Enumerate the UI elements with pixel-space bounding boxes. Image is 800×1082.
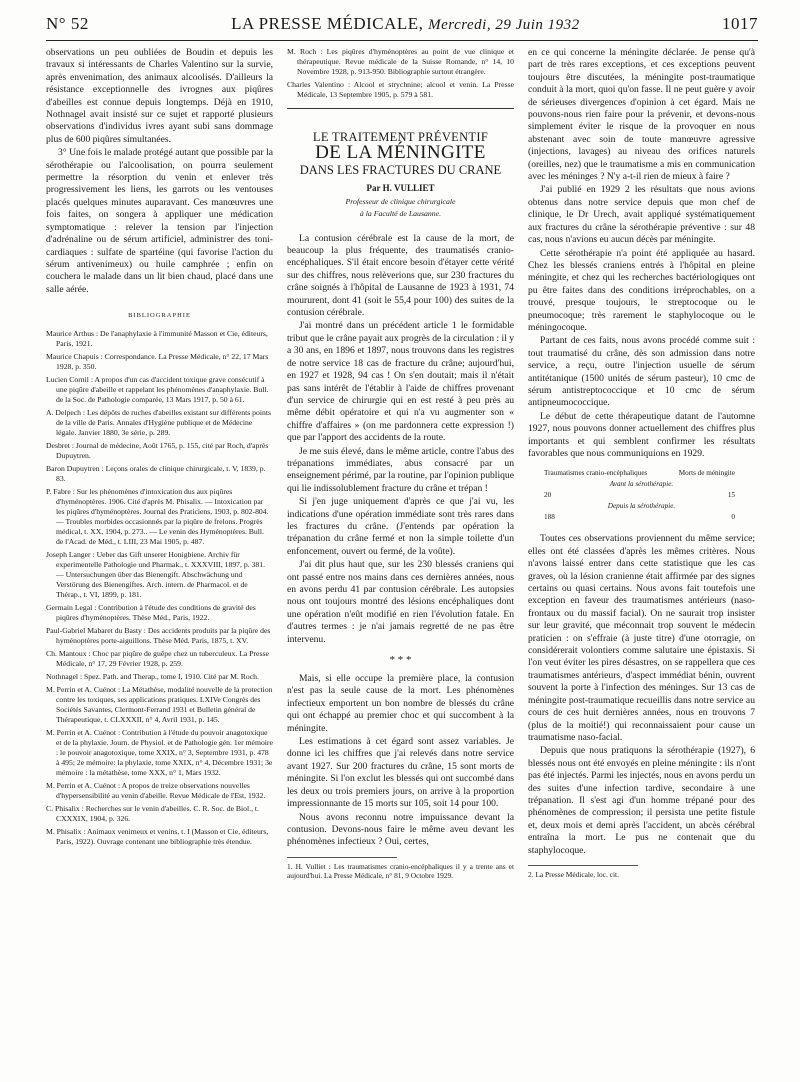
stat-row-before <box>528 490 755 501</box>
issue-number: N° 52 <box>46 14 89 33</box>
paragraph: Si j'en juge uniquement d'après ce que j'ai vu, les indications d'une opération immédiate sont très rares dans les fractures du crâne. (J'entends par opération la trépanation du crâne fermé et non la simple toilette d'un enfoncement, ouvert ou fermé, de la voûte). <box>287 496 514 557</box>
stat-header-right: Morts de méningite <box>678 469 735 478</box>
bibliography-entry: C. Phisalix : Recherches sur le venin d'abeilles. C. R. Soc. de Biol., t. CXXXIX, 1904, p. 326. <box>46 803 259 823</box>
article-title-line-1: LE TRAITEMENT PRÉVENTIF <box>312 130 489 144</box>
paragraph: Depuis que nous pratiquons la sérothérapie (1927), 6 blessés nous ont été envoyés en pleine méningite : ils n'ont pas été injectés. Parmi les injectés, nous en avons perdu un des suites d'une infection tardive, secondaire à une trépanation. Il s'est agi d'un homme trépané pour des phénomènes de compression; il persista une petite fistule et, deux mois et demi après l'accident, un abcès cérébral entraîna la mort. Le pus ne contenait que du staphylocoque. <box>528 745 755 856</box>
bibliography-entry: Charles Valentino : Alcool et strychnine; alcool et venin. La Presse Médicale, 13 Septembre 1905, p. 579 à 581. <box>287 80 514 99</box>
journal-title: LA PRESSE MÉDICALE, <box>231 14 424 33</box>
stat-row-after <box>528 512 755 523</box>
paragraph: La contusion cérébrale est la cause de la mort, de beaucoup la plus fréquente, des traumatisés cranio-encéphaliques. S'il était encore besoin d'étayer cette vérité sur des chiffres, nous relèverions que, sur 230 fractures du crâne soignés à l'hôpital de Lausanne de 1923 à 1931, 74 moururent, dont 41 (soit le 55,4 pour 100) des suites de la contusion cérébrale. <box>287 232 514 319</box>
author: Par H. VULLIET <box>366 183 435 194</box>
stat-value: 0 <box>731 513 735 522</box>
page-header <box>46 14 758 41</box>
paragraph: observations un peu oubliées de Boudin et depuis les travaux si intéressants de Charles Valentino sur la survie, après envenimation, des animaux alcoolisés. D'ailleurs la résistance exceptionnelle des ivrognes aux piqûres d'abeilles est connue depuis longtemps. Déjà en 1910, Nothnagel avait insisté sur ce sujet et rapporté plusieurs observations d'individus ivres ayant subi sans dommage plus de 600 piqûres simultanées. <box>46 47 273 145</box>
column-3 <box>528 47 755 881</box>
issue-date: Mercredi, 29 Juin 1932 <box>428 17 580 33</box>
stat-label-before: Avant la sérothérapie. <box>609 480 674 489</box>
paragraph: Cette sérothérapie n'a point été appliquée au hasard. Chez les blessés craniens entrés à l'hôpital en pleine méningite, et chez qui les recherches bactériologiques ont pu être faites dans des conditions irréprochables, on a trouvé, presque toujours, le streptocoque ou le pneumocoque; très rarement le staphylocoque ou le méningocoque. <box>528 247 755 333</box>
bibliography-entry: Maurice Arthus : De l'anaphylaxie à l'immunité Masson et Cie, éditeurs, Paris, 1921. <box>46 328 268 348</box>
bibliography-entry: A. Delpech : Les dépôts de ruches d'abeilles existant sur différents points de la ville de Paris. Annales d'Hygiène publique et de Médecine légale. Janvier 1880, 3e série, p. 289. <box>46 407 271 437</box>
column-2 <box>287 47 514 881</box>
stat-value: 15 <box>727 491 735 500</box>
affiliation: Professeur de clinique chirurgicale <box>345 196 456 206</box>
bibliography-entry: Joseph Langer : Ueber das Gift unserer Honigbiene. Archiv für experimentelle Pathologie und Pharmak., t. XXXVIII, 1897, p. 381. — Untersuchungen über das Bienengift. Abschwächung und Verstörung des Bienengiftes. Arch. intern. de Pharmacol. et de Thérap., t. VI, 1899, p. 181. <box>46 549 266 599</box>
paragraph: 3° Une fois le malade protégé autant que possible par la sérothérapie ou l'alcoolisation, on pourra seulement permettre la résorption du venin et enlever très progressivement les liens, les garrots ou les ventouses placés quelques minutes auparavant. Ces manœuvres une fois faites, on songera à appliquer une médication symptomatique : relever la tension par l'injection d'adrénaline ou de sérum artificiel, administrer des toni-cardiaques : sulfate de spartéine (qui favorise l'action du sérum antivenimeux) ou huile camphrée ; enfin on couchera le malade dans un lit bien chaud, placé dans une salle aérée. <box>46 147 273 295</box>
column-1 <box>46 47 273 881</box>
journal-title-date <box>231 14 580 34</box>
bibliography-entry: M. Perrin et A. Cuénot : Contribution à l'étude du pouvoir anagotoxique et de la phylaxie. Journ. de Physiol. et de Pathologie gén. 1er mémoire : le pouvoir anagotoxique, tome XXIX, n° 3, Septembre 1931, p. 478 à 495; 2e mémoire: la phylaxie, tome XXIX, n° 4, Décembre 1931; 3e mémoire : la métathèse, tome XXX, n° 1, Mars 1932. <box>46 727 273 777</box>
paragraph: Nous avons reconnu notre impuissance devant la contusion. Devons-nous faire le même aveu devant les phénomènes infectieux ? Oui, certes, <box>287 811 514 848</box>
statistics-table <box>528 468 755 523</box>
stat-value: 188 <box>544 513 555 522</box>
bibliography-entry: M. Perrin et A. Cuénot : A propos de treize observations nouvelles d'hypersensibilité au venin d'abeille. Revue Médicale de l'Est, 1932. <box>46 780 266 800</box>
footnote: 2. La Presse Médicale, loc. cit. <box>528 869 619 879</box>
bibliography-entry: P. Fabre : Sur les phénomènes d'intoxication dus aux piqûres d'hyménoptères. 1906. Cité d'après M. Phisalix. — Intoxication par les piqûres d'hyménoptères. Journal des Praticiens, 1903, p. 802-804. — Troubles morbides occasionnés par la piqûre de frelons. Progrès médical, t. XX, 1904, p. 273.. — Le venin des Hyménoptères. Bull. de l'Acad. de Méd., t. LIII, 23 Mai 1905, p. 487. <box>46 486 269 546</box>
bibliography-entry: Baron Dupuytren : Leçons orales de clinique chirurgicale, t. V, 1839, p. 83. <box>46 463 266 483</box>
paragraph: Je me suis élevé, dans le même article, contre l'abus des trépanations immédiates, abus consacré par un enseignement périmé, par la routine, par l'opinion publique qui lie indissolublement fracture du crâne et trépan ! <box>287 445 514 494</box>
paragraph: Mais, si elle occupe la première place, la contusion n'est pas la seule cause de la mort. Les phénomènes infectieux emportent un bon nombre de blessés du crâne qui ont échappé au premier choc et qui succombent à la méningite. <box>287 673 514 734</box>
section-separator: * * * <box>389 654 412 667</box>
bibliography-entry: M. Phisalix : Animaux venimeux et venins, t. I (Masson et Cie, éditeurs, Paris, 1922). Ouvrage contenant une bibliographie très étendue. <box>46 826 269 846</box>
bibliography-entry: Nothnagel : Spez. Path. and Therap., tome I, 1910. Cité par M. Roch. <box>46 671 259 681</box>
paragraph: Les estimations à cet égard sont assez variables. Je donne ici les chiffres que j'ai relevés dans notre service avant 1927. Sur 200 fractures du crâne, 15 sont morts de méningite. Si l'on exclut les blessés qui ont succombé dans les deux ou trois premiers jours, on arrive à la proportion impressionnante de 15 morts sur 105, soit 14 pour 100. <box>287 736 514 810</box>
article-title-line-2: DE LA MÉNINGITE <box>315 142 486 164</box>
three-columns <box>46 47 758 881</box>
paragraph: J'ai publié en 1929 2 les résultats que nous avions obtenus dans notre service depuis que mon chef de clinique, le Dr Urech, avait appliqué systématiquement aux fractures du crâne la sérothérapie préventive : sur 48 cas, nous n'avions eu aucun décès par méningite. <box>528 184 755 246</box>
bibliography-entry: Lucien Cornil : A propos d'un cas d'accident toxique grave consécutif à une piqûre d'abeille et rappelant les phénomènes d'anaphylaxie. Bull. de la Soc. de Pathologie comparée, 13 Mars 1917, p. 50 à 61. <box>46 374 269 404</box>
bibliography-entry: Maurice Chapuis : Correspondance. La Presse Médicale, n° 22, 17 Mars 1928, p. 350. <box>46 351 269 371</box>
bibliography-list <box>46 329 273 847</box>
divider <box>287 108 514 109</box>
bibliography-entry: Paul-Gabriel Mabaret du Basty : Des accidents produits par la piqûre des hyménoptères porte-aiguillons. Thèse Méd. Paris, 1875, t. XV. <box>46 625 271 645</box>
bibliography-entry: Germain Legal : Contribution à l'étude des conditions de gravité des piqûres d'hyménoptères. Thèse Méd., Paris, 1922. <box>46 602 256 622</box>
bibliography-title: BIBLIOGRAPHIE <box>128 312 191 320</box>
stat-value: 20 <box>544 491 552 500</box>
bibliography-entry: M. Perrin et A. Cuénot : La Métathèse, modalité nouvelle de la protection contre les toxiques, ses applications pratiques. LXIVe Congrès des Sociétés Savantes, Clermont-Ferrand 1931 et Bulletin général de Thérapeutique, t. CLXXXII, n° 4, Avril 1931, p. 145. <box>46 684 273 724</box>
paragraph: Partant de ces faits, nous avons procédé comme suit : tout traumatisé du crâne, dès son admission dans notre service, a reçu, outre l'injection usuelle de sérum antitétanique (1500 unités de sérum pasteur), 10 cmc de sérum antistreptococcique et 10 cmc de sérum antipneumococcique. <box>528 335 755 409</box>
stat-header-left: Traumatismes cranio-encéphaliques <box>544 469 648 478</box>
affiliation: à la Faculté de Lausanne. <box>359 208 442 218</box>
bibliography-entry: Desbret : Journal de médecine, Août 1765, p. 155, cité par Roch, d'après Dupuytren. <box>46 440 269 460</box>
paragraph: Le début de cette thérapeutique datant de l'automne 1927, nous pouvons donner actuellement des chiffres plus importants et qui semblent confirmer les résultats favorables que nous communiquions en 1929. <box>528 410 755 459</box>
article-title-line-3: DANS LES FRACTURES DU CRANE <box>299 162 502 177</box>
bibliography-entry: M. Roch : Les piqûres d'hyménoptères au point de vue clinique et thérapeutique. Revue médicale de la Suisse Romande, n° 14, 10 Novembre 1928, p. 913-950. Bibliographie surtout étrangère. <box>287 47 514 76</box>
footnote: 1. H. Vulliet : Les traumatismes cranio-encéphaliques il y a trente ans et aujourd'hui. La Presse Médicale, n° 81, 9 Octobre 1929. <box>287 861 514 881</box>
paragraph: J'ai dit plus haut que, sur les 230 blessés craniens qui ont passé entre nos mains dans ces dernières années, nous en avons perdu 41 par contusion cérébrale. Les autopsies nous ont toujours montré des lésions encéphaliques dont une opération n'eût modifié en rien l'évolution fatale. En d'autres termes : je n'ai jamais regretté de ne pas être intervenu. <box>287 559 514 645</box>
paragraph: Toutes ces observations proviennent du même service; elles ont été classées d'après les mêmes critères. Nous n'avons laissé entrer dans cette statistique que les cas graves, où la lésion cranienne était affirmée par des signes certains ou quasi certains. Nous avons fait toutefois une exception en faveur des traumatismes antérieurs (naso-frontaux ou du massif facial). On ne saurait trop insister sur leur gravité, que méconnait trop souvent le médecin praticien : on s'effraie (à juste titre) d'une otorragie, on considérerait volontiers comme salutaire une épistaxis. Si l'on veut éviter les pires désastres, on se rappellera que ces traumatismes antérieurs, d'aspect immédiat bénin, ouvrent souvent la porte à l'infection des méninges. Sur 13 cas de méningite post-traumatique recueillis dans notre service au cours de ces huit dernières années, nous en trouvons 7 (plus de la moitié!) qui reconnaissaient pour cause un traumatisme naso-facial. <box>528 533 755 743</box>
stat-label-after: Depuis la sérothérapie. <box>607 502 676 511</box>
bibliography-entry: Ch. Mantoux : Choc par piqûre de guêpe chez un tuberculeux. La Presse Médicale, n° 17, 29 Février 1928, p. 259. <box>46 648 269 668</box>
page-number: 1017 <box>721 14 758 33</box>
paragraph: en ce qui concerne la méningite déclarée. Je pense qu'à part de très rares exceptions, et ces exceptions peuvent toujours être discutées, la méningite post-traumatique conduit à la mort, quoi qu'on fasse. Il ne peut guère y avoir de sérieuses divergences d'opinion à cet égard. Mais ne pouvons-nous rien faire pour la prévenir, et devons-nous simplement éviter le risque de la provoquer en nous abstenant avec soin de toute manœuvre agressive (injections, lavages) au niveau des orifices naturels (oreilles, nez) que le traumatisme a mis en communication avec les méninges ? N'y a-t-il rien de mieux à faire ? <box>528 47 755 183</box>
paragraph: J'ai montré dans un précédent article 1 le formidable tribut que le crâne payait aux progrès de la circulation : il y a 30 ans, en 1896 et 1897, nous trouvons dans les registres de notre service 18 cas de fracture du crâne; aujourd'hui, en 1927 et 1928, 94 cas ! On s'en doutait; mais il n'était pas sans intérêt de l'établir à l'aide de chiffres provenant d'un service de chirurgie qui en est resté à peu près au même débit opératoire et qui n'a vu augmenter son « chiffre d'affaires » (on me pardonnera cette expression !) que par l'apport des accidents de la route. <box>287 320 514 444</box>
stat-header-row <box>528 468 755 479</box>
